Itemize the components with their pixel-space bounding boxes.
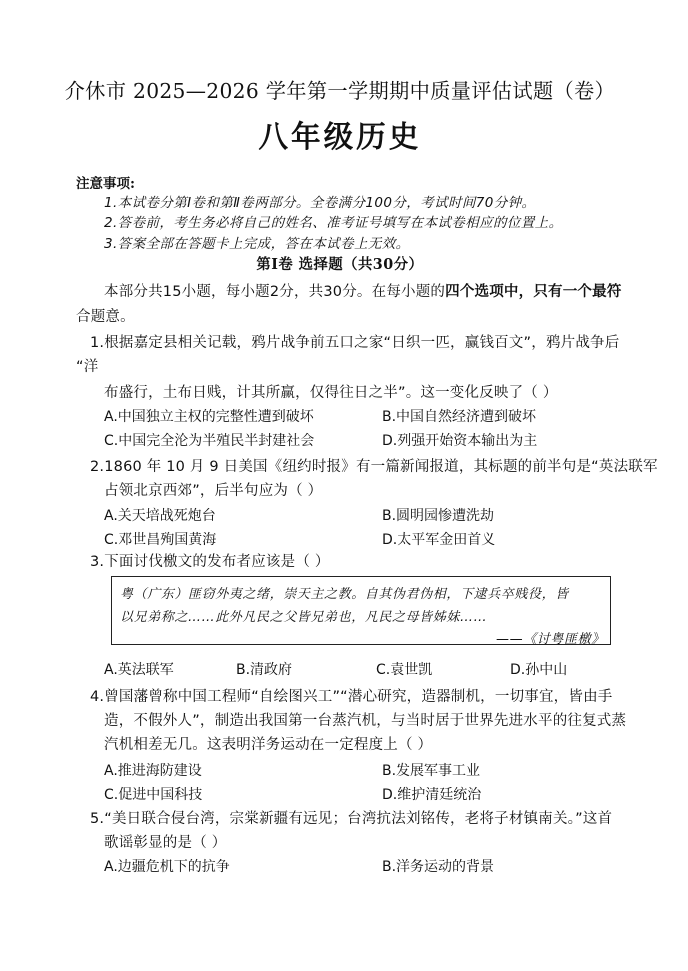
question-3-line: 3.下面讨伐檄文的发布者应该是（ ） bbox=[90, 554, 330, 570]
exam-title: 介休市 2025—2026 学年第一学期期中质量评估试题（卷） bbox=[64, 79, 616, 103]
question-4-line: 汽机相差无几。这表明洋务运动在一定程度上（ ） bbox=[104, 737, 433, 753]
exam-subject: 八年级历史 bbox=[258, 120, 422, 155]
question-2-line: 2.1860 年 10 月 9 日美国《纽约时报》有一篇新闻报道，其标题的前半句是“英法联军 bbox=[90, 459, 658, 475]
question-3-option-a[interactable]: A.英法联军 bbox=[104, 662, 174, 678]
notice-item: 1.本试卷分第Ⅰ卷和第Ⅱ卷两部分。全卷满分100分，考试时间70分钟。 bbox=[104, 195, 536, 211]
question-4-line: 4.曾国藩曾称中国工程师“自绘图兴工”“潜心研究，造器制机，一切事宜，皆由手 bbox=[90, 689, 613, 705]
question-2-option-b[interactable]: B.圆明园惨遭洗劫 bbox=[382, 508, 495, 524]
question-1-option-b[interactable]: B.中国自然经济遭到破坏 bbox=[382, 409, 537, 425]
question-5-option-b[interactable]: B.洋务运动的背景 bbox=[382, 859, 495, 875]
question-4-option-b[interactable]: B.发展军事工业 bbox=[382, 763, 481, 779]
section-intro-emphasis: 四个选项中，只有一个最符 bbox=[445, 284, 622, 300]
section-intro bbox=[104, 280, 622, 301]
section-intro-end: 合题意。 bbox=[76, 309, 135, 325]
section-title: 第Ⅰ卷 选择题（共30分） bbox=[256, 256, 424, 273]
question-4-option-c[interactable]: C.促进中国科技 bbox=[104, 787, 203, 803]
question-2-line: 占领北京西郊”，后半句应为（ ） bbox=[104, 483, 323, 499]
question-1-line: 布盛行，土布日贱，计其所赢，仅得往日之半”。这一变化反映了（ ） bbox=[104, 385, 558, 401]
quote-line: 粤（广东）匪窃外夷之绪，崇天主之教。自其伪君伪相，下逮兵卒贱役，皆 bbox=[120, 587, 569, 602]
quote-line: 以兄弟称之……此外凡民之父皆兄弟也，凡民之母皆姊妹…… bbox=[120, 610, 488, 625]
question-5-option-a[interactable]: A.边疆危机下的抗争 bbox=[104, 859, 230, 875]
question-3-option-d[interactable]: D.孙中山 bbox=[510, 662, 568, 678]
question-3-option-b[interactable]: B.清政府 bbox=[236, 662, 293, 678]
notice-heading: 注意事项: bbox=[76, 176, 135, 192]
question-4-option-d[interactable]: D.维护清廷统治 bbox=[382, 787, 482, 803]
question-3-option-c[interactable]: C.袁世凯 bbox=[376, 662, 433, 678]
question-1-line: 1.根据嘉定县相关记载，鸦片战争前五口之家“日织一匹，赢钱百文”，鸦片战争后 bbox=[90, 335, 620, 351]
section-intro-text: 本部分共15小题，每小题2分，共30分。在每小题的 bbox=[104, 284, 446, 300]
question-1-line: “洋 bbox=[76, 359, 99, 375]
question-1-option-a[interactable]: A.中国独立主权的完整性遭到破坏 bbox=[104, 409, 314, 425]
question-1-option-c[interactable]: C.中国完全沦为半殖民半封建社会 bbox=[104, 433, 315, 449]
notice-item: 3.答案全部在答题卡上完成，答在本试卷上无效。 bbox=[104, 236, 410, 252]
quote-source: ——《讨粤匪檄》 bbox=[496, 632, 605, 647]
question-5-line: 5.“美日联合侵台湾，宗棠新疆有远见；台湾抗法刘铭传，老将子材镇南关。”这首 bbox=[90, 811, 613, 827]
question-2-option-d[interactable]: D.太平军金田首义 bbox=[382, 532, 496, 548]
question-1-option-d[interactable]: D.列强开始资本输出为主 bbox=[382, 433, 538, 449]
question-4-line: 造，不假外人”，制造出我国第一台蒸汽机，与当时居于世界先进水平的往复式蒸 bbox=[104, 713, 627, 729]
question-5-line: 歌谣彰显的是（ ） bbox=[104, 835, 227, 851]
question-2-option-c[interactable]: C.邓世昌殉国黄海 bbox=[104, 532, 217, 548]
notice-item: 2.答卷前，考生务必将自己的姓名、准考证号填写在本试卷相应的位置上。 bbox=[104, 215, 563, 231]
question-4-option-a[interactable]: A.推进海防建设 bbox=[104, 763, 202, 779]
question-2-option-a[interactable]: A.关天培战死炮台 bbox=[104, 508, 216, 524]
